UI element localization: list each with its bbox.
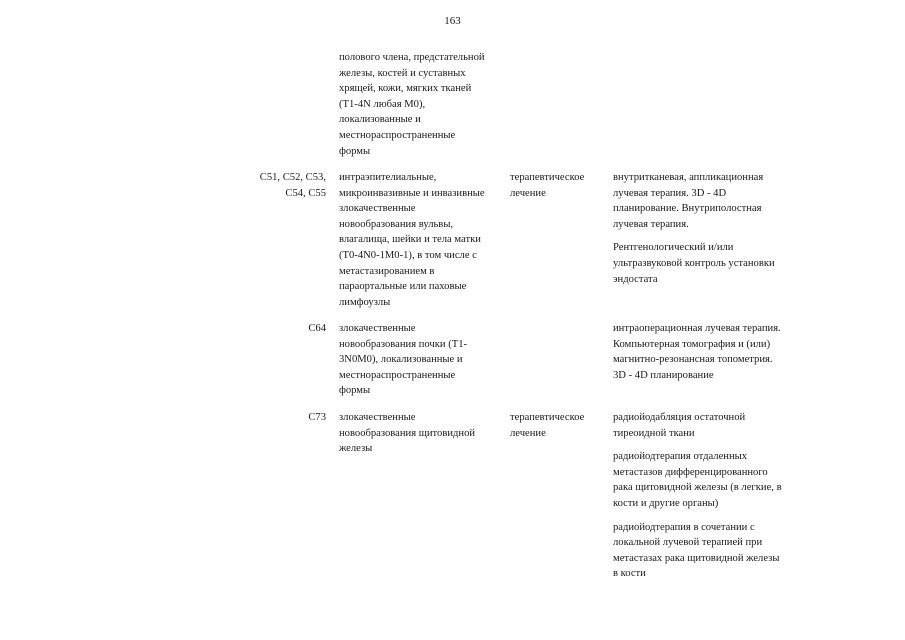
description-line: микроинвазивные и инвазивные <box>339 187 485 199</box>
description-line: полового члена, предстательной <box>339 52 485 63</box>
code-line: C73 <box>308 412 326 423</box>
code-line: C54, C55 <box>285 187 326 199</box>
method-line: в кости <box>613 568 646 580</box>
method-line: локальной лучевой терапией при <box>613 537 763 549</box>
description-line: параортальные или паховые <box>339 281 467 293</box>
row-description <box>339 50 507 159</box>
code-line: C64 <box>308 323 326 334</box>
description-line: новообразования вульвы, <box>339 218 454 230</box>
row-treatment-type <box>510 410 610 441</box>
row-method <box>613 170 825 287</box>
row-description <box>339 321 507 399</box>
description-line: железы, костей и суставных <box>339 67 466 79</box>
treatment-type-line: терапевтическое <box>510 172 585 183</box>
description-line: (T1-4N любая M0), <box>339 98 426 110</box>
method-paragraph <box>613 449 825 511</box>
method-line: метастазов дифференцированного <box>613 466 768 478</box>
description-line: (T0-4N0-1M0-1), в том числе с <box>339 249 477 261</box>
row-method <box>613 410 825 582</box>
method-paragraph <box>613 321 825 383</box>
row-description <box>339 410 507 457</box>
method-line: радиойодтерапия в сочетании с <box>613 521 755 533</box>
method-paragraph <box>613 240 825 287</box>
row-method <box>613 321 825 383</box>
method-line: магнитно-резонансная топометрия. <box>613 354 773 366</box>
method-line: метастазах рака щитовидной железы <box>613 552 780 564</box>
treatment-type-line: лечение <box>510 427 546 439</box>
method-paragraph <box>613 520 825 582</box>
row-description <box>339 170 507 310</box>
description-line: 3N0M0), локализованные и <box>339 354 463 366</box>
description-line: новообразования почки (T1- <box>339 338 468 350</box>
method-paragraph <box>613 170 825 232</box>
treatment-type-line: терапевтическое <box>510 412 585 423</box>
description-line: формы <box>339 385 371 397</box>
row-code <box>236 410 326 426</box>
description-line: местнораспространенные <box>339 129 456 141</box>
description-line: злокачественные <box>339 412 416 423</box>
description-line: влагалища, шейки и тела матки <box>339 234 481 246</box>
method-line: ультразвуковой контроль установки <box>613 257 775 269</box>
description-line: новообразования щитовидной <box>339 427 476 439</box>
method-line: эндостата <box>613 273 658 285</box>
row-code <box>236 170 326 201</box>
row-code <box>236 321 326 337</box>
method-line: 3D - 4D планирование <box>613 369 714 381</box>
method-line: лучевая терапия. <box>613 218 689 230</box>
page-number: 163 <box>444 15 461 27</box>
method-line: интраоперационная лучевая терапия. <box>613 323 781 334</box>
description-line: злокачественные <box>339 323 416 334</box>
description-line: формы <box>339 145 371 157</box>
method-line: радиойодабляция остаточной <box>613 412 746 423</box>
method-paragraph <box>613 410 825 441</box>
method-line: тиреоидной ткани <box>613 427 695 439</box>
description-line: локализованные и <box>339 114 421 126</box>
code-line: C51, C52, C53, <box>259 172 326 183</box>
method-line: Рентгенологический и/или <box>613 242 734 254</box>
method-line: планирование. Внутриполостная <box>613 203 762 215</box>
description-line: злокачественные <box>339 203 416 215</box>
method-line: Компьютерная томография и (или) <box>613 338 771 350</box>
description-line: метастазированием в <box>339 265 435 277</box>
method-line: рака щитовидной железы (в легкие, в <box>613 482 782 494</box>
description-line: местнораспространенные <box>339 369 456 381</box>
description-line: лимфоузлы <box>339 296 391 308</box>
treatment-type-line: лечение <box>510 187 546 199</box>
method-line: кости и другие органы) <box>613 497 719 509</box>
method-line: радиойодтерапия отдаленных <box>613 451 748 463</box>
description-line: железы <box>339 443 373 455</box>
method-line: лучевая терапия. 3D - 4D <box>613 187 727 199</box>
method-line: внутритканевая, аппликационная <box>613 172 764 183</box>
description-line: интраэпителиальные, <box>339 172 437 183</box>
row-treatment-type <box>510 170 610 201</box>
description-line: хрящей, кожи, мягких тканей <box>339 83 472 95</box>
